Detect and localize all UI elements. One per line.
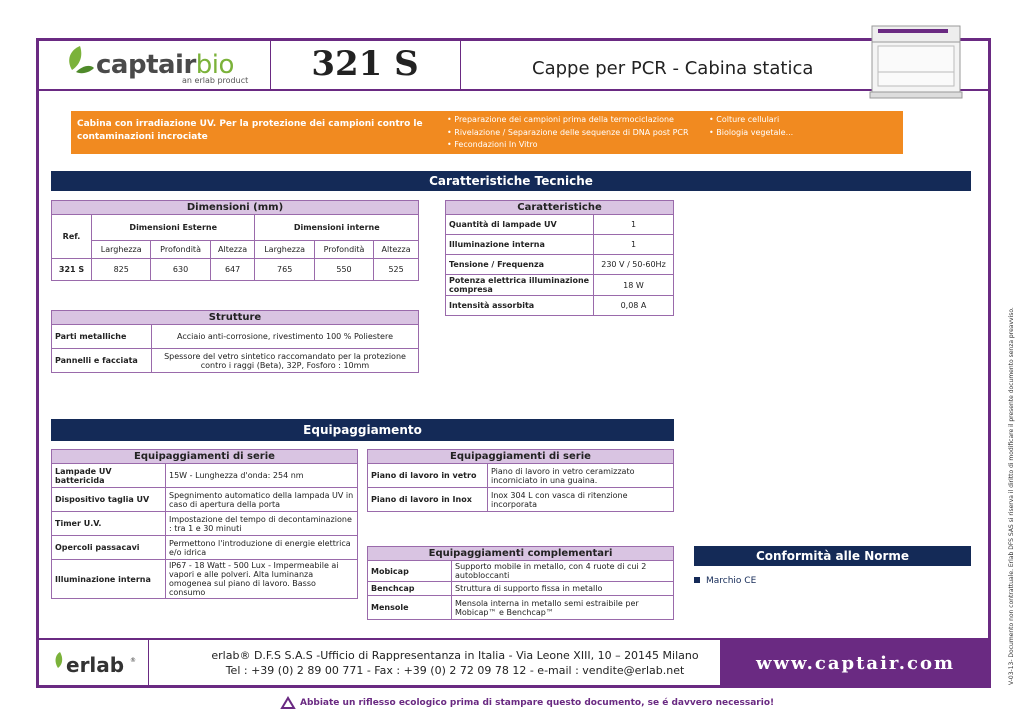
char-label: Tensione / Frequenza xyxy=(446,255,594,275)
char-value: 1 xyxy=(594,215,674,235)
equip-label: Mensole xyxy=(368,596,452,620)
equip-label: Mobicap xyxy=(368,561,452,582)
int-header: Dimensioni interne xyxy=(255,215,419,241)
equip-value: IP67 - 18 Watt - 500 Lux - Impermeabile ai vapori e alle polveri. Alta luminanza omogenea sul piano di lavoro. Basso consumo xyxy=(166,560,358,599)
svg-text:erlab: erlab xyxy=(66,653,125,677)
conformity-item-label: Marchio CE xyxy=(706,576,757,586)
banner-item: • Preparazione dei campioni prima della termociclazione xyxy=(447,115,674,124)
equip-value: 15W - Lunghezza d'onda: 254 nm xyxy=(166,464,358,488)
equip-label: Piano di lavoro in vetro xyxy=(368,464,488,488)
col-header: Profondità xyxy=(151,241,210,259)
banner-item: • Rivelazione / Separazione delle sequenze di DNA post PCR xyxy=(447,127,689,137)
footer-line-2: Tel : +39 (0) 2 89 00 771 - Fax : +39 (0) 2 72 09 78 12 - e-mail : vendite@erlab.net xyxy=(225,664,685,677)
model-number: 321 S xyxy=(311,44,419,84)
dimensions-title: Dimensioni (mm) xyxy=(52,201,419,215)
section-equip-title: Equipaggiamento xyxy=(51,419,674,441)
char-value: 18 W xyxy=(594,275,674,296)
banner-item: • Biologia vegetale... xyxy=(709,127,794,137)
equip-label: Lampade UV battericida xyxy=(52,464,166,488)
equip-complementary-table xyxy=(367,546,674,620)
ref-value: 321 S xyxy=(52,259,92,281)
ext-header: Dimensioni Esterne xyxy=(92,215,255,241)
conformity-title: Conformità alle Norme xyxy=(694,546,971,566)
equip-value: Spegnimento automatico della lampada UV in caso di apertura della porta xyxy=(166,488,358,512)
banner-item: • Colture cellulari xyxy=(709,115,780,124)
dim-value: 630 xyxy=(151,259,210,281)
col-header: Altezza xyxy=(374,241,419,259)
equip-value: Supporto mobile in metallo, con 4 ruote di cui 2 autobloccanti xyxy=(452,561,674,582)
conformity-item xyxy=(694,576,756,586)
equip-standard-table-right xyxy=(367,449,674,512)
bullet-square-icon xyxy=(694,577,700,583)
char-label: Illuminazione interna xyxy=(446,235,594,255)
footer-address xyxy=(210,648,700,678)
char-value: 230 V / 50-60Hz xyxy=(594,255,674,275)
footer-line-1: erlab® D.F.S S.A.S -Ufficio di Rappresentanza in Italia - Via Leone XIII, 10 – 20145 Milano xyxy=(211,649,699,662)
banner-lead: Cabina con irradiazione UV. Per la protezione dei campioni contro le contaminazioni incrociate xyxy=(77,119,423,142)
equip-label: Dispositivo taglia UV xyxy=(52,488,166,512)
equip-label: Illuminazione interna xyxy=(52,560,166,599)
header-sep-2 xyxy=(460,38,461,91)
cabinet-illustration xyxy=(868,22,964,106)
banner-col-2 xyxy=(709,114,793,139)
equip-label: Timer U.V. xyxy=(52,512,166,536)
equip-value: Impostazione del tempo di decontaminazione : tra 1 e 30 minuti xyxy=(166,512,358,536)
equip-label: Opercoli passacavi xyxy=(52,536,166,560)
equip-value: Inox 304 L con vasca di ritenzione incorporata xyxy=(488,488,674,512)
page-subtitle: Cappe per PCR - Cabina statica xyxy=(532,58,814,79)
structures-table xyxy=(51,310,419,373)
banner-col-1 xyxy=(447,114,689,152)
logo-subtitle: an erlab product xyxy=(182,76,249,85)
ref-header: Ref. xyxy=(52,215,92,259)
logo-main-text: captair xyxy=(96,50,196,80)
characteristics-table xyxy=(445,200,674,316)
erlab-logo xyxy=(52,650,138,682)
equip-right-title: Equipaggiamenti di serie xyxy=(368,450,674,464)
equip-value: Permettono l'introduzione di energie elettrica e/o idrica xyxy=(166,536,358,560)
leaf-logo-icon xyxy=(62,42,98,82)
equip-comp-title: Equipaggiamenti complementari xyxy=(368,547,674,561)
equip-label: Piano di lavoro in Inox xyxy=(368,488,488,512)
equip-value: Piano di lavoro in vetro ceramizzato incorniciato in una guaina. xyxy=(488,464,674,488)
dim-value: 765 xyxy=(255,259,314,281)
struct-label: Parti metalliche xyxy=(52,325,152,349)
footer-sep xyxy=(148,640,149,688)
footer-website[interactable]: www.captair.com xyxy=(720,640,991,688)
char-value: 0,08 A xyxy=(594,296,674,316)
application-banner xyxy=(71,111,903,154)
dim-value: 525 xyxy=(374,259,419,281)
col-header: Profondità xyxy=(314,241,373,259)
equip-value: Struttura di supporto fissa in metallo xyxy=(452,582,674,596)
eco-notice: Abbiate un riflesso ecologico prima di stampare questo documento, se é davvero necessario! xyxy=(300,698,775,708)
characteristics-title: Caratteristiche xyxy=(446,201,674,215)
structures-title: Strutture xyxy=(52,311,419,325)
char-label: Potenza elettrica illuminazione compresa xyxy=(446,275,594,296)
equip-value: Mensola interna in metallo semi estraibile per Mobicap™ e Benchcap™ xyxy=(452,596,674,620)
col-header: Larghezza xyxy=(255,241,314,259)
struct-value: Acciaio anti-corrosione, rivestimento 100 % Poliestere xyxy=(152,325,419,349)
banner-item: • Fecondazioni In Vitro xyxy=(447,140,538,149)
struct-label: Pannelli e facciata xyxy=(52,349,152,373)
side-disclaimer: V-03-13- Documento non contrattuale. Erlab DFS SAS si riserva il diritto di modificare il presente documento senza preavviso. xyxy=(1008,307,1015,685)
dim-value: 825 xyxy=(92,259,151,281)
char-value: 1 xyxy=(594,235,674,255)
dim-value: 550 xyxy=(314,259,373,281)
header-sep-1 xyxy=(270,38,271,91)
recycle-icon xyxy=(280,695,296,714)
char-label: Quantità di lampade UV xyxy=(446,215,594,235)
struct-value: Spessore del vetro sintetico raccomandato per la protezione contro i raggi (Beta), 32P, Fosforo : 10mm xyxy=(152,349,419,373)
svg-text:®: ® xyxy=(130,657,136,664)
equip-left-title: Equipaggiamenti di serie xyxy=(52,450,358,464)
equip-label: Benchcap xyxy=(368,582,452,596)
section-tech-title: Caratteristiche Tecniche xyxy=(51,171,971,191)
equip-standard-table-left xyxy=(51,449,358,599)
col-header: Larghezza xyxy=(92,241,151,259)
header-divider xyxy=(36,89,991,91)
logo-bio-text: bio xyxy=(195,50,234,80)
char-label: Intensità assorbita xyxy=(446,296,594,316)
dimensions-table xyxy=(51,200,419,281)
dim-value: 647 xyxy=(210,259,255,281)
col-header: Altezza xyxy=(210,241,255,259)
